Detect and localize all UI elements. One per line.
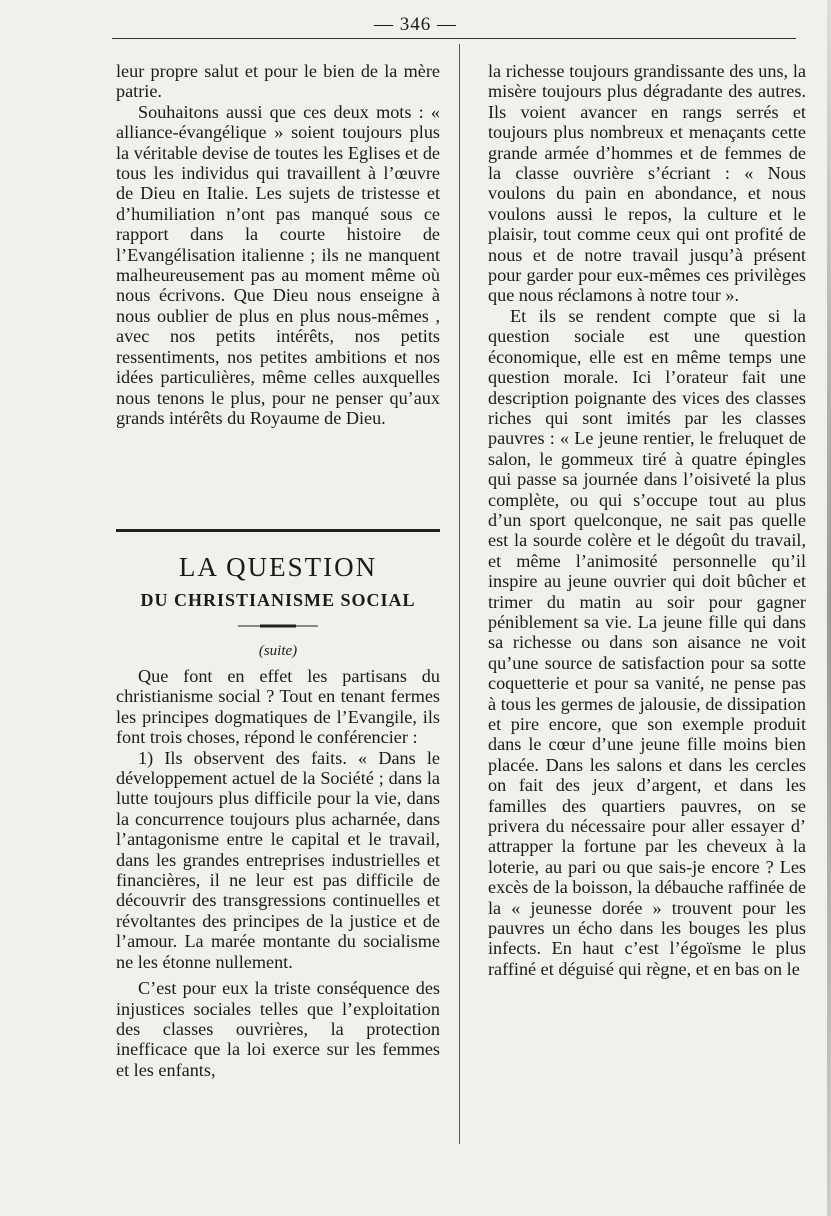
paragraph: Que font en effet les partisans du christianisme social ? Tout en tenant fermes les principes dogmatiques de l’Evangile, ils font trois choses, répond le conférencier : bbox=[116, 666, 440, 748]
left-column-top bbox=[116, 61, 440, 428]
left-column-bottom bbox=[116, 666, 440, 1080]
page-number: — 346 — bbox=[374, 14, 457, 35]
paragraph: C’est pour eux la triste conséquence des injustices sociales telles que l’exploitation des classes ouvrières, la protection inefficace que la loi exerce sur les femmes et les enfants, bbox=[116, 978, 440, 1080]
paragraph: 1) Ils observent des faits. « Dans le développement actuel de la Société ; dans la lutte toujours plus difficile pour la vie, dans la concurrence toujours plus acharnée, dans l’antagonisme entre le capital et le travail, dans les grandes entreprises industrielles et financières, il ne leur est pas difficile de découvrir des transgressions continuelles et révoltantes des principes de la justice et de l’amour. La marée montante du socialisme ne les étonne nullement. bbox=[116, 747, 440, 972]
paragraph: Et ils se rendent compte que si la question sociale est une question économique, elle est en même temps une question morale. Ici l’orateur fait une description poignante des vices des classes riches qui sont imités par les classes pauvres : « Le jeune rentier, le freluquet de salon, le gommeux tiré à quatre épingles qui passe sa journée dans l’oisiveté la plus complète, ou qui s’occupe tout au plus d’un sport quelconque, ne sait pas quelle est la sourde colère et le dégoût du travail, et même l’animosité personnelle qu’il inspire au jeune ouvrier qui doit bûcher et trimer du matin au soir pour gagner péniblement sa vie. La jeune fille qui dans sa richesse ou dans son aisance ne voit qu’une source de satisfaction pour sa sotte coquetterie et pour sa vanité, ne pense pas à tous les germes de jalousie, de dissipation et pire encore, que son exemple produit dans le cœur d’une jeune fille moins bien placée. Dans les salons et dans les cercles on fait des jeux d’argent, et dans les familles des quartiers pauvres, on se privera du nécessaire pour aller essayer d’ attrapper la fortune par les cheveux à la loterie, au pari ou que sais-je encore ? Les excès de la boisson, la débauche raffinée de la « jeunesse dorée » trouvent pour les pauvres un écho dans les bouges les plus infects. En haut c’est l’égoïsme le plus raffiné et déguisé qui règne, et en bas on le bbox=[488, 305, 806, 979]
section-subtitle: DU CHRISTIANISME SOCIAL bbox=[140, 590, 416, 610]
right-column bbox=[488, 61, 806, 979]
paragraph: Souhaitons aussi que ces deux mots : « alliance-évangélique » soient toujours plus la véritable devise de toutes les Eglises et de tous les individus qui travaillent à l’œuvre de Dieu en Italie. Les sujets de tristesse et d’humiliation n’ont pas manqué sous ce rapport dans la courte histoire de l’Evangélisation italienne ; ils ne manquent malheureusement pas au moment même où nous écrivons. Que Dieu nous enseigne à nous oublier de plus en plus nous-mêmes , avec nos petits intérêts, nos petits ressentiments, nos petites ambitions et nos idées particulières, même celles auxquelles nous tenons le plus, pour ne penser qu’aux grands intérêts du Royaume de Dieu. bbox=[116, 101, 440, 428]
page-edge-shadow bbox=[827, 0, 831, 1216]
column-divider bbox=[459, 44, 460, 1144]
section-suite: (suite) bbox=[258, 643, 298, 659]
paragraph: leur propre salut et pour le bien de la mère patrie. bbox=[116, 61, 440, 102]
top-rule bbox=[112, 38, 796, 39]
section-rule bbox=[116, 529, 440, 532]
ornament-divider bbox=[238, 622, 318, 630]
paragraph: la richesse toujours grandissante des uns, la misère toujours plus dégradante des autres. Ils voient avancer en rangs serrés et toujours plus nombreux et menaçants cette grande armée d’hommes et de femmes de la classe ouvrière s’écriant : « Nous voulons du pain en abondance, et nous voulons aussi le repos, la culture et le plaisir, tout comme ceux qui ont profité de nous et de notre travail jusqu’à présent pour garder pour eux-mêmes ces privilèges que nous réclamons à notre tour ». bbox=[488, 61, 806, 306]
section-title: LA QUESTION bbox=[178, 552, 378, 582]
